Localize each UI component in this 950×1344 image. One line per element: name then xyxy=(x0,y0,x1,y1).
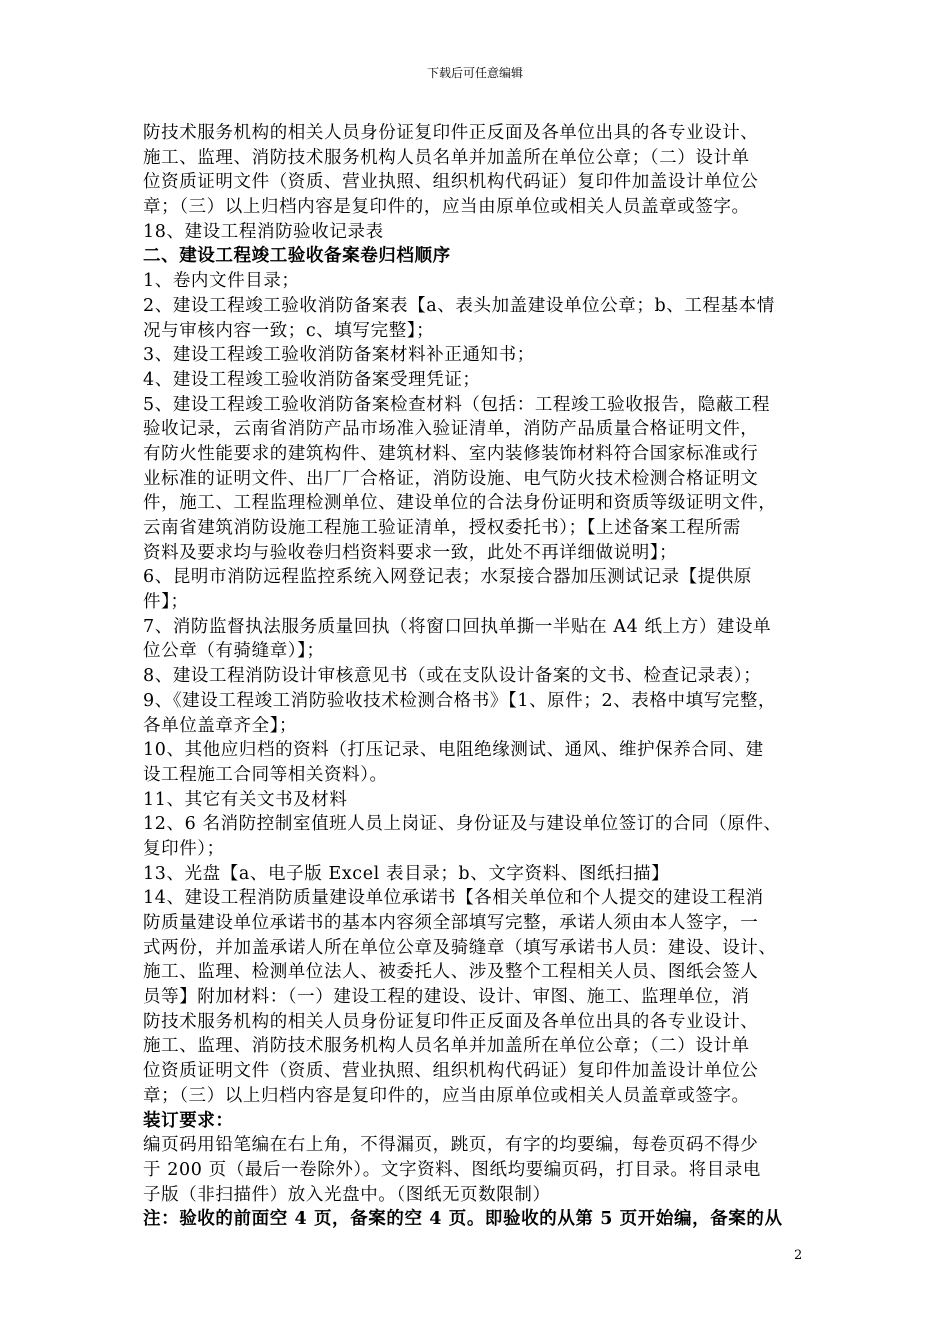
text-line: 复印件）； xyxy=(143,838,225,859)
page-header: 下载后可任意编辑 xyxy=(426,66,523,80)
text-line: 防技术服务机构的相关人员身份证复印件正反面及各单位出具的各专业设计、 xyxy=(143,1011,759,1032)
text-line: 防质量建设单位承诺书的基本内容须全部填写完整，承诺人须由本人签字，一 xyxy=(143,913,759,933)
text-line: 有防火性能要求的建筑构件、建筑材料、室内装修装饰材料符合国家标准或行 xyxy=(143,443,759,464)
heading-line: 二、建设工程竣工验收备案卷归档顺序 xyxy=(143,246,451,267)
text-line: 资料及要求均与验收卷归档资料要求一致，此处不再详细做说明】； xyxy=(143,542,678,563)
text-line: 18、建设工程消防验收记录表 xyxy=(143,221,384,242)
page-number: 2 xyxy=(794,1248,803,1263)
text-line: 件，施工、工程监理检测单位、建设单位的合法身份证明和资质等级证明文件， xyxy=(143,493,777,514)
text-line: 1、卷内文件目录； xyxy=(143,271,300,292)
text-line: 章；（三）以上归档内容是复印件的，应当由原单位或相关人员盖章或签字。 xyxy=(143,1085,750,1106)
text-line: 防技术服务机构的相关人员身份证复印件正反面及各单位出具的各专业设计、 xyxy=(143,123,759,143)
document-body xyxy=(143,121,811,1232)
text-line: 13、光盘【a、电子版 Excel 表目录；b、文字资料、图纸扫描】 xyxy=(143,863,670,884)
text-line: 8、建设工程消防设计审核意见书（或在支队设计备案的文书、检查记录表）； xyxy=(143,666,762,687)
text-line: 14、建设工程消防质量建设单位承诺书【各相关单位和个人提交的建设工程消 xyxy=(143,888,764,909)
text-line: 各单位盖章齐全】； xyxy=(143,715,298,736)
text-line: 9、《建设工程竣工消防验收技术检测合格书》【1、原件；2、表格中填写完整， xyxy=(143,690,777,711)
text-line: 位资质证明文件（资质、营业执照、组织机构代码证）复印件加盖设计单位公 xyxy=(143,172,759,193)
text-line: 设工程施工合同等相关资料）。 xyxy=(143,764,388,785)
heading-line: 装订要求： xyxy=(143,1110,234,1131)
text-line: 4、建设工程竣工验收消防备案受理凭证； xyxy=(143,369,481,390)
text-line: 于 200 页（最后一卷除外）。文字资料、图纸均要编页码，打目录。将目录电 xyxy=(143,1159,761,1180)
text-line: 位资质证明文件（资质、营业执照、组织机构代码证）复印件加盖设计单位公 xyxy=(143,1061,759,1082)
text-line: 员等】附加材料：（一）建设工程的建设、设计、审图、施工、监理单位，消 xyxy=(143,987,750,1008)
text-line: 5、建设工程竣工验收消防备案检查材料（包括：工程竣工验收报告，隐蔽工程 xyxy=(143,394,771,415)
text-line: 11、其它有关文书及材料 xyxy=(143,789,348,810)
text-line: 云南省建筑消防设施工程施工验证清单，授权委托书）；【上述备案工程所需 xyxy=(143,518,741,538)
text-line: 2、建设工程竣工验收消防备案表【a、表头加盖建设单位公章；b、工程基本情 xyxy=(143,295,775,316)
text-line: 10、其他应归档的资料（打压记录、电阻绝缘测试、通风、维护保养合同、建 xyxy=(143,740,764,761)
text-line: 12、6 名消防控制室值班人员上岗证、身份证及与建设单位签订的合同（原件、 xyxy=(143,814,782,835)
text-line: 子版（非扫描件）放入光盘中。（图纸无页数限制） xyxy=(143,1184,551,1205)
text-line: 业标准的证明文件、出厂厂合格证，消防设施、电气防火技术检测合格证明文 xyxy=(143,468,759,489)
text-line: 施工、监理、消防技术服务机构人员名单并加盖所在单位公章；（二）设计单 xyxy=(143,147,750,168)
text-line: 件】； xyxy=(143,592,189,613)
text-line: 验收记录，云南省消防产品市场准入验证清单，消防产品质量合格证明文件， xyxy=(143,419,759,440)
text-line: 施工、监理、消防技术服务机构人员名单并加盖所在单位公章；（二）设计单 xyxy=(143,1036,750,1057)
text-line: 3、建设工程竣工验收消防备案材料补正通知书； xyxy=(143,345,535,366)
text-line: 位公章（有骑缝章）】； xyxy=(143,641,325,662)
text-line: 式两份，并加盖承诺人所在单位公章及骑缝章（填写承诺书人员：建设、设计、 xyxy=(143,937,777,958)
text-line: 况与审核内容一致；c、填写完整】； xyxy=(143,320,435,341)
text-line: 7、消防监督执法服务质量回执（将窗口回执单撕一半贴在 A4 纸上方）建设单 xyxy=(143,616,772,637)
text-line: 编页码用铅笔编在右上角，不得漏页，跳页，有字的均要编，每卷页码不得少 xyxy=(143,1135,759,1156)
text-line: 6、昆明市消防远程监控系统入网登记表；水泵接合器加压测试记录【提供原 xyxy=(143,567,753,588)
text-line: 章；（三）以上归档内容是复印件的，应当由原单位或相关人员盖章或签字。 xyxy=(143,197,750,218)
heading-line: 注：验收的前面空 4 页，备案的空 4 页。即验收的从第 5 页开始编，备案的从 xyxy=(143,1209,783,1230)
text-line: 施工、监理、检测单位法人、被委托人、涉及整个工程相关人员、图纸会签人 xyxy=(143,962,759,983)
